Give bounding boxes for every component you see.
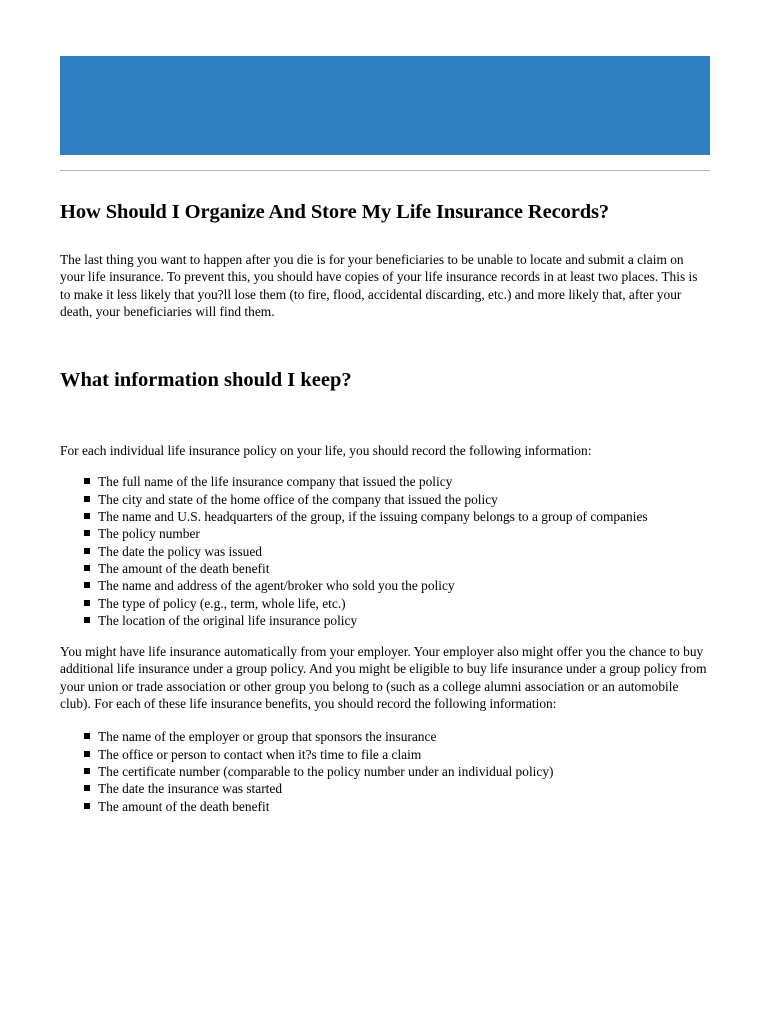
intro-paragraph: The last thing you want to happen after you die is for your beneficiaries to be unable to locate and submit a claim on your life insurance. To prevent this, you should have copies of your life insurance records in at least two places. This is to make it less likely that you?ll lose them (to fire, flood, accidental discarding, etc.) and more likely that, after your death, your beneficiaries will find them. [60, 252, 698, 319]
list-item: The name and U.S. headquarters of the group, if the issuing company belongs to a group of companies [84, 508, 710, 525]
individual-policy-lead: For each individual life insurance policy on your life, you should record the following information: [60, 443, 592, 459]
list-item: The city and state of the home office of the company that issued the policy [84, 491, 710, 508]
square-bullet-icon [84, 530, 90, 536]
square-bullet-icon [84, 733, 90, 739]
square-bullet-icon [84, 803, 90, 809]
header-banner [60, 56, 710, 155]
square-bullet-icon [84, 600, 90, 606]
section-heading: What information should I keep? [60, 369, 352, 392]
group-policy-list [60, 728, 710, 814]
square-bullet-icon [84, 478, 90, 484]
list-item: The date the insurance was started [84, 780, 710, 797]
square-bullet-icon [84, 751, 90, 757]
header-divider [60, 170, 710, 171]
document-body [60, 196, 710, 815]
list-item: The office or person to contact when it?s time to file a claim [84, 746, 710, 763]
list-item: The type of policy (e.g., term, whole life, etc.) [84, 595, 710, 612]
square-bullet-icon [84, 513, 90, 519]
page-title: How Should I Organize And Store My Life Insurance Records? [60, 201, 610, 223]
list-item: The date the policy was issued [84, 543, 710, 560]
list-item: The name of the employer or group that sponsors the insurance [84, 728, 710, 745]
square-bullet-icon [84, 617, 90, 623]
list-item: The certificate number (comparable to the policy number under an individual policy) [84, 763, 710, 780]
square-bullet-icon [84, 565, 90, 571]
list-item: The full name of the life insurance company that issued the policy [84, 473, 710, 490]
list-item: The amount of the death benefit [84, 560, 710, 577]
list-item: The policy number [84, 525, 710, 542]
square-bullet-icon [84, 582, 90, 588]
square-bullet-icon [84, 768, 90, 774]
individual-policy-list [60, 473, 710, 629]
square-bullet-icon [84, 785, 90, 791]
square-bullet-icon [84, 548, 90, 554]
list-item: The name and address of the agent/broker who sold you the policy [84, 577, 710, 594]
list-item: The location of the original life insurance policy [84, 612, 710, 629]
square-bullet-icon [84, 496, 90, 502]
group-policy-lead: You might have life insurance automatically from your employer. Your employer also might offer you the chance to buy additional life insurance under a group policy. And you might be eligible to buy life insurance under a group policy from your union or trade association or other group you belong to (such as a college alumni association or an automobile club). For each of these life insurance benefits, you should record the following information: [60, 644, 707, 712]
list-item: The amount of the death benefit [84, 798, 710, 815]
